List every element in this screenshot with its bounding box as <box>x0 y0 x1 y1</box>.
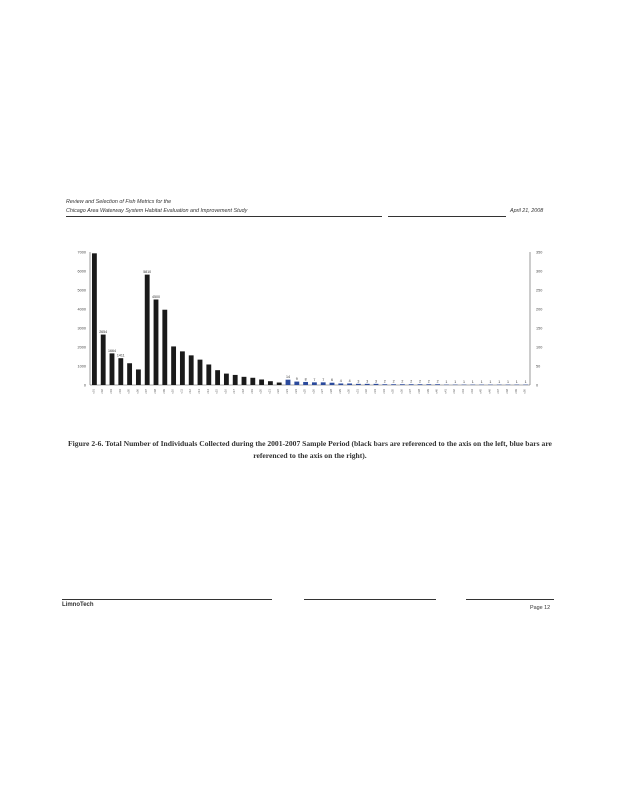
fish-count-chart <box>60 238 560 413</box>
black-bar <box>101 335 106 385</box>
bar-value-label: 1 <box>515 380 518 385</box>
header-study-title: Chicago Area Waterway System Habitat Evaluation and Improvement Study <box>66 208 248 214</box>
bar-value-label: 1411 <box>116 353 125 358</box>
category-tick-label: c27 <box>320 389 325 394</box>
black-bar <box>198 360 203 385</box>
category-tick-label: c35 <box>390 389 395 394</box>
category-tick-label: c04 <box>117 389 122 394</box>
category-tick-label: c18 <box>241 389 245 394</box>
right-axis-tick-label: 350 <box>536 250 543 255</box>
bar-value-label: 2 <box>410 379 413 384</box>
bar-value-label: 2 <box>401 379 404 384</box>
category-tick-label: c16 <box>223 389 228 394</box>
black-bar <box>259 379 264 385</box>
category-tick-label: c01 <box>91 389 96 394</box>
left-axis-tick-label: 6000 <box>77 269 86 274</box>
blue-bar <box>338 383 343 385</box>
black-bar <box>268 381 273 385</box>
footer-rule-mid <box>304 599 436 600</box>
black-bar <box>215 370 220 385</box>
category-tick-label: c12 <box>188 389 193 394</box>
black-bar <box>136 369 141 385</box>
right-axis-tick-label: 150 <box>536 326 543 331</box>
bar-value-label: 7 <box>313 377 316 382</box>
bar-value-label: 2 <box>392 379 395 384</box>
blue-bar <box>294 382 299 385</box>
category-tick-label: c17 <box>232 389 237 394</box>
left-axis-tick-label: 4000 <box>77 307 86 312</box>
blue-bar <box>426 384 431 385</box>
category-tick-label: c26 <box>311 389 316 394</box>
category-tick-label: c03 <box>109 389 113 394</box>
bar-value-label: 1 <box>471 380 474 385</box>
category-tick-label: c20 <box>258 389 263 394</box>
category-tick-label: c14 <box>205 389 210 394</box>
blue-bar <box>312 382 317 385</box>
bar-value-label: 3 <box>375 379 377 384</box>
category-tick-label: c32 <box>364 389 369 394</box>
black-bar <box>233 375 238 385</box>
black-bar <box>145 275 150 385</box>
category-tick-label: c21 <box>267 389 272 394</box>
category-tick-label: c28 <box>329 389 333 394</box>
category-tick-label: c13 <box>197 389 201 394</box>
blue-bar <box>330 383 335 385</box>
black-bar <box>110 353 115 385</box>
black-bar <box>189 355 194 385</box>
category-tick-label: c15 <box>214 389 219 394</box>
right-axis-tick-label: 50 <box>536 364 541 369</box>
category-tick-label: c19 <box>249 389 254 394</box>
header-rule-left <box>66 216 382 217</box>
bar-value-label: 2654 <box>99 330 108 335</box>
footer-rule-left <box>62 599 272 600</box>
black-bar <box>118 358 123 385</box>
category-tick-label: c48 <box>505 389 509 394</box>
blue-bar <box>435 384 440 385</box>
category-tick-label: c22 <box>276 389 281 394</box>
footer-company: LimnoTech <box>62 602 94 608</box>
blue-bar <box>365 384 370 385</box>
blue-bar <box>356 384 361 385</box>
category-tick-label: c33 <box>373 389 377 394</box>
left-axis-tick-label: 3000 <box>77 326 86 331</box>
category-tick-label: c11 <box>179 389 184 394</box>
bar-value-label: 4500 <box>152 295 160 299</box>
black-bar <box>250 378 255 385</box>
bar-value-label: 3 <box>357 379 360 384</box>
black-bar <box>224 374 229 385</box>
category-tick-label: c29 <box>337 389 342 394</box>
bar-value-label: 14 <box>286 375 290 380</box>
blue-bar <box>374 384 379 385</box>
right-axis-tick-label: 300 <box>536 269 543 274</box>
right-axis-tick-label: 100 <box>536 345 543 350</box>
category-tick-label: c05 <box>126 389 131 394</box>
left-axis-tick-label: 2000 <box>77 345 86 350</box>
blue-bar <box>418 384 423 385</box>
bar-value-label: 1 <box>454 380 457 385</box>
category-tick-label: c40 <box>434 389 439 394</box>
blue-bar <box>286 380 291 385</box>
blue-bar <box>347 383 352 385</box>
category-tick-label: c43 <box>461 389 465 394</box>
bar-value-label: 1 <box>489 380 492 385</box>
category-tick-label: c31 <box>355 389 360 394</box>
bar-value-label: 1 <box>463 380 465 385</box>
bar-value-label: 8 <box>304 377 307 382</box>
bar-value-label: 2 <box>436 379 439 384</box>
category-tick-label: c25 <box>302 389 307 394</box>
header-date: April 21, 2008 <box>510 208 544 214</box>
category-tick-label: c06 <box>135 389 140 394</box>
right-axis-tick-label: 250 <box>536 288 543 293</box>
left-axis-tick-label: 0 <box>83 383 86 388</box>
chart-bars <box>92 253 528 385</box>
black-bar <box>242 377 247 385</box>
category-tick-label: c50 <box>522 389 527 394</box>
category-tick-label: c49 <box>513 389 518 394</box>
bar-value-label: 7 <box>322 377 325 382</box>
category-tick-label: c45 <box>478 389 483 394</box>
category-tick-label: c24 <box>293 389 298 394</box>
category-tick-label: c02 <box>100 389 105 394</box>
category-tick-label: c23 <box>285 389 289 394</box>
blue-bar <box>409 384 414 385</box>
black-bar <box>206 364 211 385</box>
blue-bar <box>303 382 308 385</box>
bar-value-label: 4 <box>348 378 351 383</box>
bar-value-label: 3 <box>366 379 369 384</box>
black-bar <box>154 300 159 386</box>
category-tick-label: c34 <box>381 389 386 394</box>
bar-value-label: 1 <box>524 380 527 385</box>
blue-bar <box>321 382 326 385</box>
black-bar <box>180 351 185 385</box>
bar-value-label: 5810 <box>143 270 152 275</box>
black-bar <box>162 310 167 385</box>
blue-bar <box>382 384 387 385</box>
category-tick-label: c42 <box>452 389 457 394</box>
category-tick-label: c37 <box>408 389 413 394</box>
black-bar <box>92 253 97 385</box>
bar-value-label: 2 <box>419 379 421 384</box>
bar-value-label: 1 <box>507 380 509 385</box>
blue-bar <box>391 384 396 385</box>
header-rule-right <box>388 216 506 217</box>
left-axis-tick-label: 7000 <box>77 250 86 255</box>
bar-value-label: 1 <box>445 380 448 385</box>
category-tick-label: c10 <box>170 389 175 394</box>
bar-value-label: 2 <box>383 379 386 384</box>
right-axis-tick-label: 200 <box>536 307 543 312</box>
category-tick-label: c36 <box>399 389 404 394</box>
category-tick-label: c41 <box>443 389 448 394</box>
category-tick-label: c09 <box>161 389 166 394</box>
bar-value-label: 1 <box>498 380 501 385</box>
bar-value-label: 4 <box>339 378 342 383</box>
figure-caption: Figure 2-6. Total Number of Individuals Collected during the 2001-2007 Sample Period (black bars are referenced to the axis on the left, blue bars are referenced to the axis on the right). <box>68 439 552 460</box>
bar-value-label: 6 <box>331 378 333 383</box>
left-axis-tick-label: 1000 <box>77 364 86 369</box>
footer-page-number: Page 12 <box>530 605 551 611</box>
bar-value-label: 1664 <box>108 348 116 353</box>
bar-value-label: 2 <box>427 379 430 384</box>
black-bar <box>171 346 176 385</box>
right-axis-tick-label: 0 <box>536 383 539 388</box>
category-tick-label: c44 <box>469 389 474 394</box>
bar-value-label: 1 <box>480 380 483 385</box>
category-tick-label: c30 <box>346 389 351 394</box>
footer-rule-right <box>466 599 554 600</box>
left-axis-tick-label: 5000 <box>77 288 86 293</box>
header-report-title: Review and Selection of Fish Metrics for the <box>66 199 172 205</box>
category-tick-label: c47 <box>496 389 501 394</box>
category-tick-label: c07 <box>144 389 149 394</box>
bar-value-label: 9 <box>295 377 298 382</box>
category-tick-label: c38 <box>417 389 421 394</box>
blue-bar <box>400 384 405 385</box>
category-tick-label: c08 <box>153 389 157 394</box>
category-tick-label: c39 <box>425 389 430 394</box>
category-tick-label: c46 <box>487 389 492 394</box>
black-bar <box>277 383 282 385</box>
black-bar <box>127 363 132 385</box>
